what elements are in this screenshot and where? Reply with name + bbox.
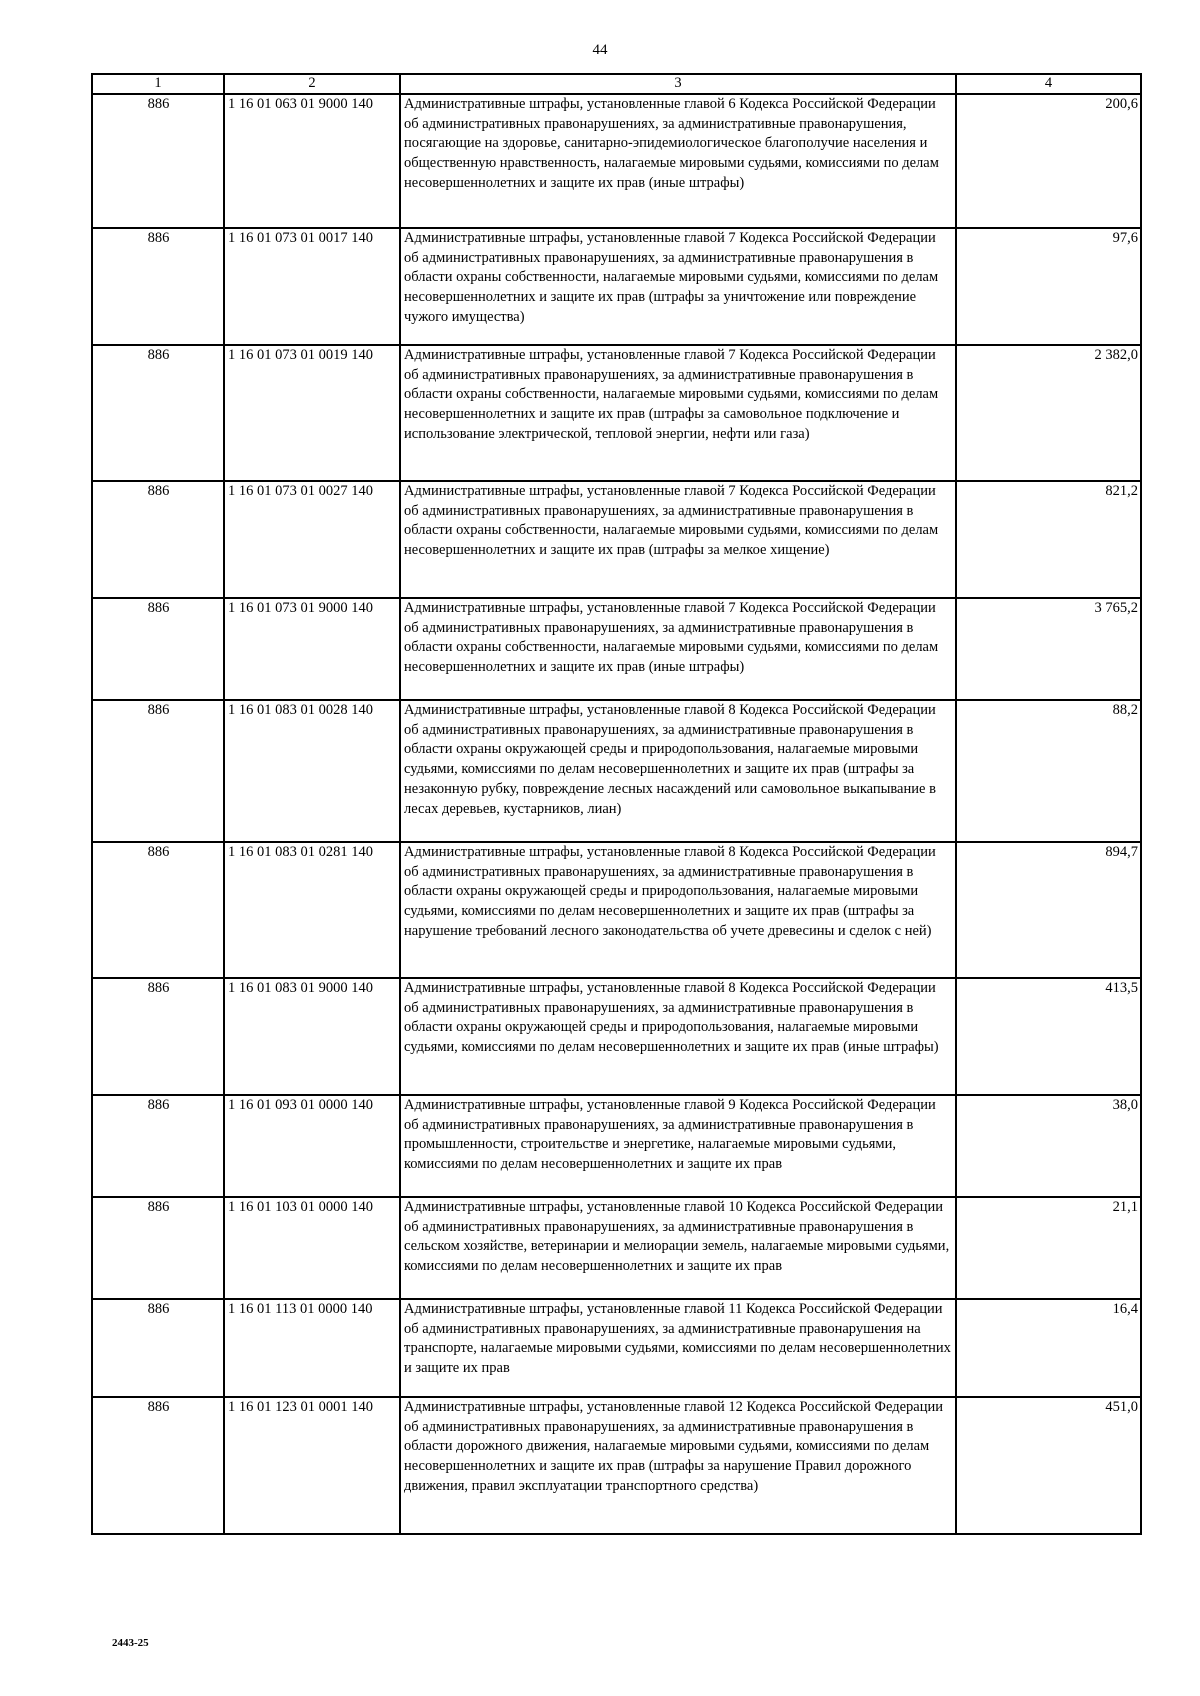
amount-cell: 894,7 <box>956 842 1141 978</box>
amount-cell: 451,0 <box>956 1397 1141 1534</box>
table-row <box>92 481 1141 598</box>
admin-code-cell: 886 <box>92 598 224 700</box>
table-row <box>92 1197 1141 1299</box>
amount-cell: 21,1 <box>956 1197 1141 1299</box>
amount-cell: 38,0 <box>956 1095 1141 1197</box>
revenue-code-cell: 1 16 01 103 01 0000 140 <box>224 1197 400 1299</box>
document-code: 2443-25 <box>112 1637 149 1649</box>
amount-cell: 2 382,0 <box>956 345 1141 481</box>
description-cell: Административные штрафы, установленные главой 7 Кодекса Российской Федерации об административных правонарушениях, за административные правонарушения в области охраны собственности, налагаемые мировыми судьями, комиссиями по делам несовершеннолетних и защите их прав (штрафы за уничтожение или повреждение чужого имущества) <box>400 228 956 345</box>
revenue-code-cell: 1 16 01 063 01 9000 140 <box>224 94 400 228</box>
revenue-code-cell: 1 16 01 123 01 0001 140 <box>224 1397 400 1534</box>
table-row <box>92 1299 1141 1397</box>
table-row <box>92 978 1141 1095</box>
revenue-code-cell: 1 16 01 073 01 0017 140 <box>224 228 400 345</box>
amount-cell: 97,6 <box>956 228 1141 345</box>
description-cell: Административные штрафы, установленные главой 11 Кодекса Российской Федерации об административных правонарушениях, за административные правонарушения на транспорте, налагаемые мировыми судьями, комиссиями по делам несовершеннолетних и защите их прав <box>400 1299 956 1397</box>
revenue-code-cell: 1 16 01 083 01 9000 140 <box>224 978 400 1095</box>
column-header-2: 2 <box>224 74 400 94</box>
admin-code-cell: 886 <box>92 978 224 1095</box>
table-row <box>92 94 1141 228</box>
admin-code-cell: 886 <box>92 700 224 842</box>
description-cell: Административные штрафы, установленные главой 8 Кодекса Российской Федерации об административных правонарушениях, за административные правонарушения в области охраны окружающей среды и природопользования, налагаемые мировыми судьями, комиссиями по делам несовершеннолетних и защите их прав (иные штрафы) <box>400 978 956 1095</box>
amount-cell: 3 765,2 <box>956 598 1141 700</box>
table-row <box>92 598 1141 700</box>
table-row <box>92 1095 1141 1197</box>
description-cell: Административные штрафы, установленные главой 9 Кодекса Российской Федерации об административных правонарушениях, за административные правонарушения в промышленности, строительстве и энергетике, налагаемые мировыми судьями, комиссиями по делам несовершеннолетних и защите их прав <box>400 1095 956 1197</box>
revenue-code-cell: 1 16 01 083 01 0028 140 <box>224 700 400 842</box>
amount-cell: 200,6 <box>956 94 1141 228</box>
description-cell: Административные штрафы, установленные главой 7 Кодекса Российской Федерации об административных правонарушениях, за административные правонарушения в области охраны собственности, налагаемые мировыми судьями, комиссиями по делам несовершеннолетних и защите их прав (иные штрафы) <box>400 598 956 700</box>
table-row <box>92 1397 1141 1534</box>
amount-cell: 16,4 <box>956 1299 1141 1397</box>
table-row <box>92 842 1141 978</box>
column-header-1: 1 <box>92 74 224 94</box>
revenue-code-cell: 1 16 01 073 01 0019 140 <box>224 345 400 481</box>
admin-code-cell: 886 <box>92 1095 224 1197</box>
admin-code-cell: 886 <box>92 94 224 228</box>
revenue-code-cell: 1 16 01 073 01 0027 140 <box>224 481 400 598</box>
revenue-code-cell: 1 16 01 113 01 0000 140 <box>224 1299 400 1397</box>
description-cell: Административные штрафы, установленные главой 12 Кодекса Российской Федерации об административных правонарушениях, за административные правонарушения в области дорожного движения, налагаемые мировыми судьями, комиссиями по делам несовершеннолетних и защите их прав (штрафы за нарушение Правил дорожного движения, правил эксплуатации транспортного средства) <box>400 1397 956 1534</box>
revenue-code-cell: 1 16 01 083 01 0281 140 <box>224 842 400 978</box>
amount-cell: 88,2 <box>956 700 1141 842</box>
page-number: 44 <box>592 42 608 58</box>
table-row <box>92 228 1141 345</box>
description-cell: Административные штрафы, установленные главой 6 Кодекса Российской Федерации об административных правонарушениях, за административные правонарушения, посягающие на здоровье, санитарно-эпидемиологическое благополучие населения и общественную нравственность, налагаемые мировыми судьями, комиссиями по делам несовершеннолетних и защите их прав (иные штрафы) <box>400 94 956 228</box>
admin-code-cell: 886 <box>92 345 224 481</box>
admin-code-cell: 886 <box>92 1397 224 1534</box>
description-cell: Административные штрафы, установленные главой 8 Кодекса Российской Федерации об административных правонарушениях, за административные правонарушения в области охраны окружающей среды и природопользования, налагаемые мировыми судьями, комиссиями по делам несовершеннолетних и защите их прав (штрафы за нарушение требований лесного законодательства об учете древесины и сделок с ней) <box>400 842 956 978</box>
admin-code-cell: 886 <box>92 842 224 978</box>
description-cell: Административные штрафы, установленные главой 8 Кодекса Российской Федерации об административных правонарушениях, за административные правонарушения в области охраны окружающей среды и природопользования, налагаемые мировыми судьями, комиссиями по делам несовершеннолетних и защите их прав (штрафы за незаконную рубку, повреждение лесных насаждений или самовольное выкапывание в лесах деревьев, кустарников, лиан) <box>400 700 956 842</box>
amount-cell: 413,5 <box>956 978 1141 1095</box>
description-cell: Административные штрафы, установленные главой 7 Кодекса Российской Федерации об административных правонарушениях, за административные правонарушения в области охраны собственности, налагаемые мировыми судьями, комиссиями по делам несовершеннолетних и защите их прав (штрафы за самовольное подключение и использование электрической, тепловой энергии, нефти или газа) <box>400 345 956 481</box>
table-row <box>92 700 1141 842</box>
table-row <box>92 345 1141 481</box>
description-cell: Административные штрафы, установленные главой 10 Кодекса Российской Федерации об административных правонарушениях, за административные правонарушения в сельском хозяйстве, ветеринарии и мелиорации земель, налагаемые мировыми судьями, комиссиями по делам несовершеннолетних и защите их прав <box>400 1197 956 1299</box>
admin-code-cell: 886 <box>92 1299 224 1397</box>
column-header-3: 3 <box>400 74 956 94</box>
admin-code-cell: 886 <box>92 1197 224 1299</box>
admin-code-cell: 886 <box>92 228 224 345</box>
admin-code-cell: 886 <box>92 481 224 598</box>
revenue-table <box>91 73 1142 1535</box>
revenue-code-cell: 1 16 01 073 01 9000 140 <box>224 598 400 700</box>
column-number-header-row <box>92 74 1141 94</box>
description-cell: Административные штрафы, установленные главой 7 Кодекса Российской Федерации об административных правонарушениях, за административные правонарушения в области охраны собственности, налагаемые мировыми судьями, комиссиями по делам несовершеннолетних и защите их прав (штрафы за мелкое хищение) <box>400 481 956 598</box>
amount-cell: 821,2 <box>956 481 1141 598</box>
column-header-4: 4 <box>956 74 1141 94</box>
revenue-code-cell: 1 16 01 093 01 0000 140 <box>224 1095 400 1197</box>
